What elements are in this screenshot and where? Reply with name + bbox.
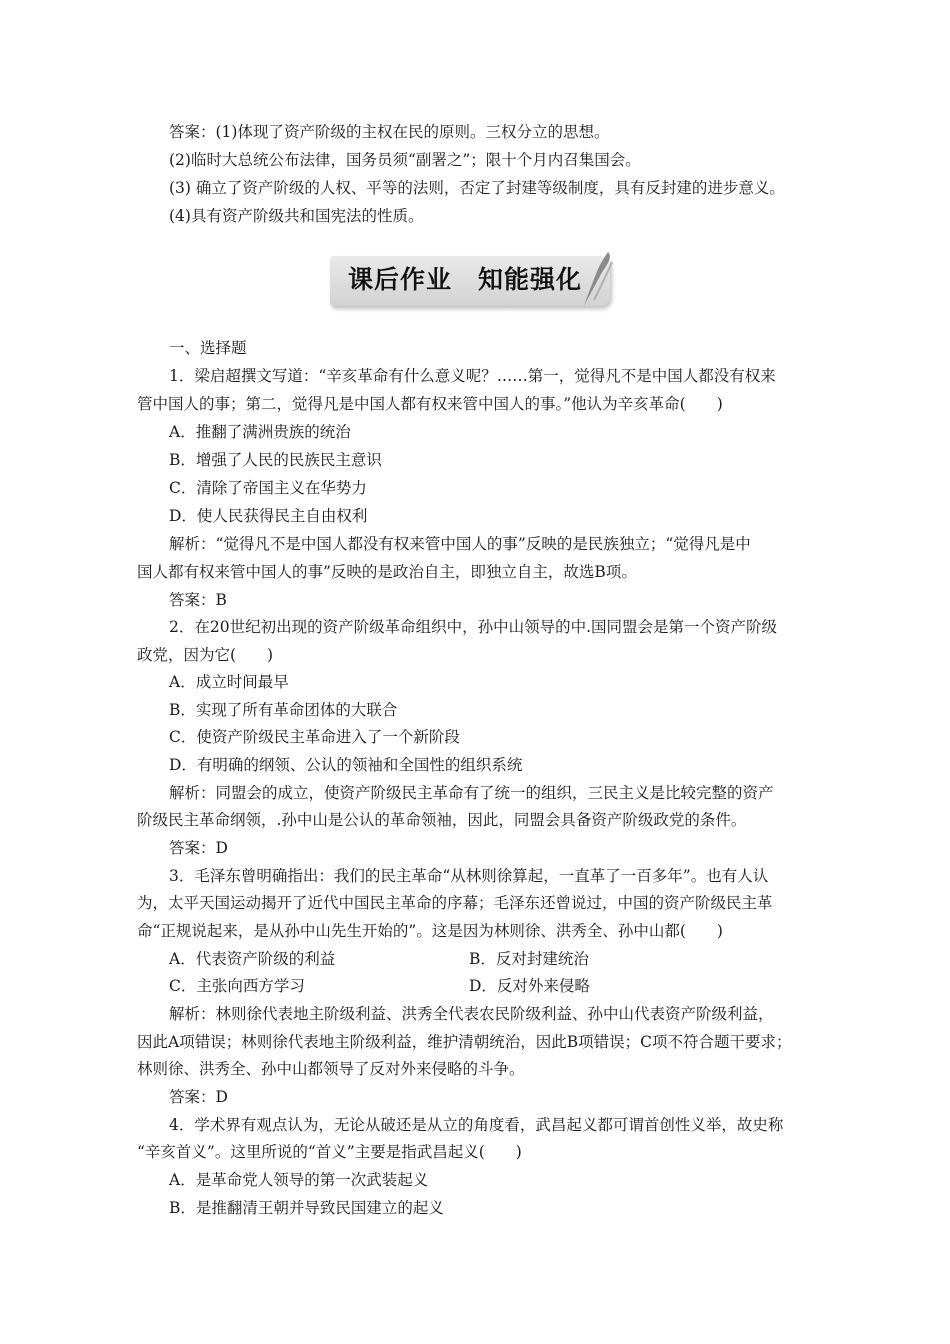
q1-option-c: C．清除了帝国主义在华势力 — [169, 479, 367, 497]
q4-stem-2: “辛亥首义”。这里所说的“首义”主要是指武昌起义( ) — [137, 1143, 522, 1161]
q3-analysis-1: 解析：林则徐代表地主阶级利益、洪秀全代表农民阶级利益、孙中山代表资产阶级利益， — [169, 1005, 774, 1023]
q3-answer: 答案：D — [169, 1088, 228, 1106]
q2-option-c: C．使资产阶级民主革命进入了一个新阶段 — [169, 728, 460, 746]
q1-analysis-1: 解析：“觉得凡不是中国人都没有权来管中国人的事”反映的是民族独立；“觉得凡是中 — [169, 535, 751, 553]
q1-analysis-2: 国人都有权来管中国人的事”反映的是政治自主，即独立自主，故选B项。 — [137, 563, 637, 581]
q3-option-c: C．主张向西方学习 — [169, 977, 305, 995]
q2-option-b: B．实现了所有革命团体的大联合 — [169, 701, 398, 719]
q2-option-a: A．成立时间最早 — [169, 673, 289, 691]
q2-analysis-1: 解析：同盟会的成立，使资产阶级民主革命有了统一的组织，三民主义是比较完整的资产 — [169, 784, 774, 802]
q3-option-a: A．代表资产阶级的利益 — [169, 950, 336, 968]
answer-line-4: (4)具有资产阶级共和国宪法的性质。 — [169, 207, 424, 225]
q1-answer: 答案：B — [169, 591, 227, 609]
banner-title: 课后作业 知能强化 — [348, 265, 583, 294]
answer-line-3: (3) 确立了资产阶级的人权、平等的法则，否定了封建等级制度，具有反封建的进步意义。 — [169, 179, 785, 197]
q3-stem-1: 3．毛泽东曾明确指出：我们的民主革命“从林则徐算起，一直革了一百多年”。也有人认 — [169, 867, 769, 885]
q1-option-b: B．增强了人民的民族民主意识 — [169, 451, 382, 469]
q4-option-a: A．是革命党人领导的第一次武装起义 — [169, 1171, 429, 1189]
q3-analysis-3: 林则徐、洪秀全、孙中山都领导了反对外来侵略的斗争。 — [137, 1060, 525, 1078]
q3-option-b: B．反对封建统治 — [469, 950, 589, 968]
q3-options-row-2 — [169, 976, 869, 996]
q1-stem-1: 1．梁启超撰文写道：“辛亥革命有什么意义呢？……第一，觉得凡不是中国人都没有权来 — [169, 367, 776, 385]
q2-stem-2: 政党，因为它( ) — [137, 646, 274, 664]
q3-analysis-2: 因此A项错误；林则徐代表地主阶级利益，维护清朝统治，因此B项错误；C项不符合题干要求； — [137, 1033, 792, 1051]
q2-option-d: D．有明确的纲领、公认的领袖和全国性的组织系统 — [169, 756, 523, 774]
q3-stem-3: 命“正规说起来，是从孙中山先生开始的”。这是因为林则徐、洪秀全、孙中山都( ) — [137, 922, 723, 940]
q4-option-b: B．是推翻清王朝并导致民国建立的起义 — [169, 1199, 444, 1217]
section-title: 一、选择题 — [169, 339, 247, 357]
brush-stroke-icon — [578, 250, 618, 310]
q3-stem-2: 为，太平天国运动揭开了近代中国民主革命的序幕；毛泽东还曾说过，中国的资产阶级民主革 — [137, 894, 773, 912]
q3-options-row-1 — [169, 949, 869, 969]
q3-option-d: D．反对外来侵略 — [469, 977, 590, 995]
q4-stem-1: 4．学术界有观点认为，无论从破还是从立的角度看，武昌起义都可谓首创性义举，故史称 — [169, 1116, 784, 1134]
q2-answer: 答案：D — [169, 839, 228, 857]
answer-line-1: 答案：(1)体现了资产阶级的主权在民的原则。三权分立的思想。 — [169, 123, 610, 141]
answer-line-2: (2)临时大总统公布法律，国务员须“副署之”；限十个月内召集国会。 — [169, 151, 641, 169]
q2-analysis-2: 阶级民主革命纲领，.孙中山是公认的革命领袖，因此，同盟会具备资产阶级政党的条件。 — [137, 811, 747, 829]
q1-stem-2: 管中国人的事；第二，觉得凡是中国人都有权来管中国人的事。”他认为辛亥革命( ) — [137, 395, 723, 413]
q1-option-d: D．使人民获得民主自由权利 — [169, 507, 368, 525]
q2-stem-1: 2．在20世纪初出现的资产阶级革命组织中，孙中山领导的中.国同盟会是第一个资产阶级 — [169, 618, 778, 636]
section-banner — [330, 250, 620, 312]
q1-option-a: A．推翻了满洲贵族的统治 — [169, 423, 351, 441]
